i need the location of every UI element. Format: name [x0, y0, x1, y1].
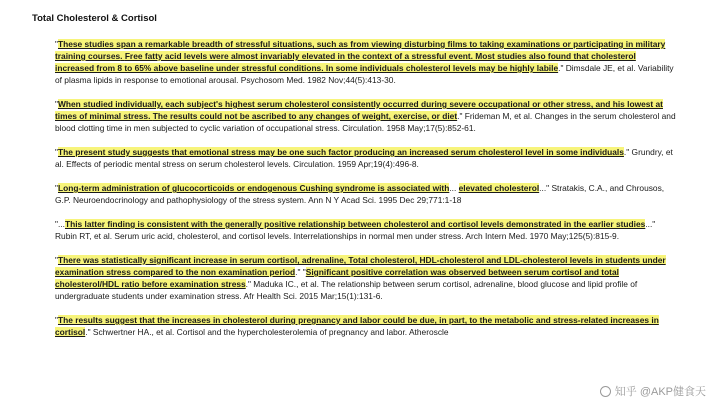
- quote-open: ": [55, 147, 58, 157]
- highlighted-quote: There was statistically significant increase in serum cortisol, adrenaline, Total cholesterol, HDL-cholesterol and LDL-cholesterol levels in students under examination stress compared to the non examination period: [55, 255, 666, 277]
- reference-item: [55, 182, 677, 206]
- highlighted-quote: Free fatty acid levels were almost invariably elevated in the context of a stressful event. Most studies also found that cholesterol increased from 8 to 65% above baseline under stressful conditions. In some individuals cholesterol levels may be highly labile: [55, 51, 636, 73]
- watermark-text: 知乎 @AKP健食天: [614, 386, 706, 398]
- citation: ." Maduka IC., et al. The relationship between serum cortisol, adrenaline, blood glucose and lipid profile of undergraduate students under examination stress. Afr Health Sci. 2015 Mar;15(1):131-6.: [55, 279, 638, 301]
- highlighted-quote: This latter finding is consistent with the generally positive relationship between cholesterol and cortisol levels demonstrated in the earlier studies: [64, 219, 646, 229]
- highlighted-quote: The present study suggests that emotional stress may be one such factor producing an increased serum cholesterol level in some individuals: [57, 147, 624, 157]
- citation: ." Grundry, et al. Effects of periodic mental stress on serum cholesterol levels. Circulation. 1959 Apr;19(4):496-8.: [55, 147, 673, 169]
- highlighted-quote: elevated cholesterol: [458, 183, 540, 193]
- highlighted-quote: Long-term administration of glucocorticoids or endogenous Cushing syndrome is associated with: [57, 183, 450, 193]
- watermark: [600, 383, 706, 399]
- quote-open: ": [55, 99, 58, 109]
- quote-open: ": [55, 315, 58, 325]
- reference-item: [55, 98, 677, 134]
- reference-list: [32, 38, 682, 338]
- quote-joiner: ...: [449, 183, 459, 193]
- highlighted-quote: These studies span a remarkable breadth of stressful situations, such as from viewing disturbing films to taking examinations or participating in military training courses: [55, 39, 666, 61]
- reference-item: [55, 38, 677, 86]
- reference-item: [55, 254, 677, 302]
- highlighted-quote: Significant positive correlation was observed between serum cortisol and total cholesterol/HDL ratio before examination stress: [55, 267, 619, 289]
- quote-open: "...: [55, 219, 65, 229]
- citation: ..." Rubin RT, et al. Serum uric acid, cholesterol, and cortisol levels. Interrelationships in normal men under stress. Arch Intern Med. 1970 May;125(5):815-9.: [55, 219, 656, 241]
- reference-item: [55, 314, 677, 338]
- citation: ." Frideman M, et al. Changes in the serum cholesterol and blood clotting time in men subjected to cyclic variation of occupational stress. Circulation. 1958 May;17(5):852-61.: [55, 111, 676, 133]
- citation: ..." Stratakis, C.A., and Chrousos, G.P. Neuroendocrinology and pathophysiology of the stress system. Ann N Y Acad Sci. 1995 Dec 29;771:1-18: [55, 183, 665, 205]
- quote-joiner: .: [148, 111, 153, 121]
- quote-joiner: .: [120, 51, 125, 61]
- reference-item: [55, 146, 677, 170]
- quote-open: ": [55, 255, 58, 265]
- highlighted-quote: When studied individually, each subject's highest serum cholesterol consistently occurred during severe occupational or other stress, and his lowest at times of minimal stress: [55, 99, 663, 121]
- reference-item: [55, 218, 677, 242]
- highlighted-quote: The results suggest that the increases in cholesterol during pregnancy and labor could be due, in part, to the metabolic and stress-related increases in cortisol: [55, 315, 659, 337]
- citation: ." Schwertner HA., et al. Cortisol and the hypercholesterolemia of pregnancy and labor. Atheroscle: [85, 327, 449, 337]
- citation: ." Dimsdale JE, et al. Variability of plasma lipids in response to emotional arousal. Psychosom Med. 1982 Nov;44(5):413-30.: [55, 63, 674, 85]
- quote-open: ": [55, 39, 58, 49]
- page-title: Total Cholesterol & Cortisol: [32, 13, 157, 24]
- zhihu-user-icon: [600, 386, 611, 397]
- quote-joiner: ." ": [295, 267, 306, 277]
- highlighted-quote: The results could not be ascribed to any changes of weight, exercise, or diet: [152, 111, 458, 121]
- quote-open: ": [55, 183, 58, 193]
- document: [32, 13, 682, 350]
